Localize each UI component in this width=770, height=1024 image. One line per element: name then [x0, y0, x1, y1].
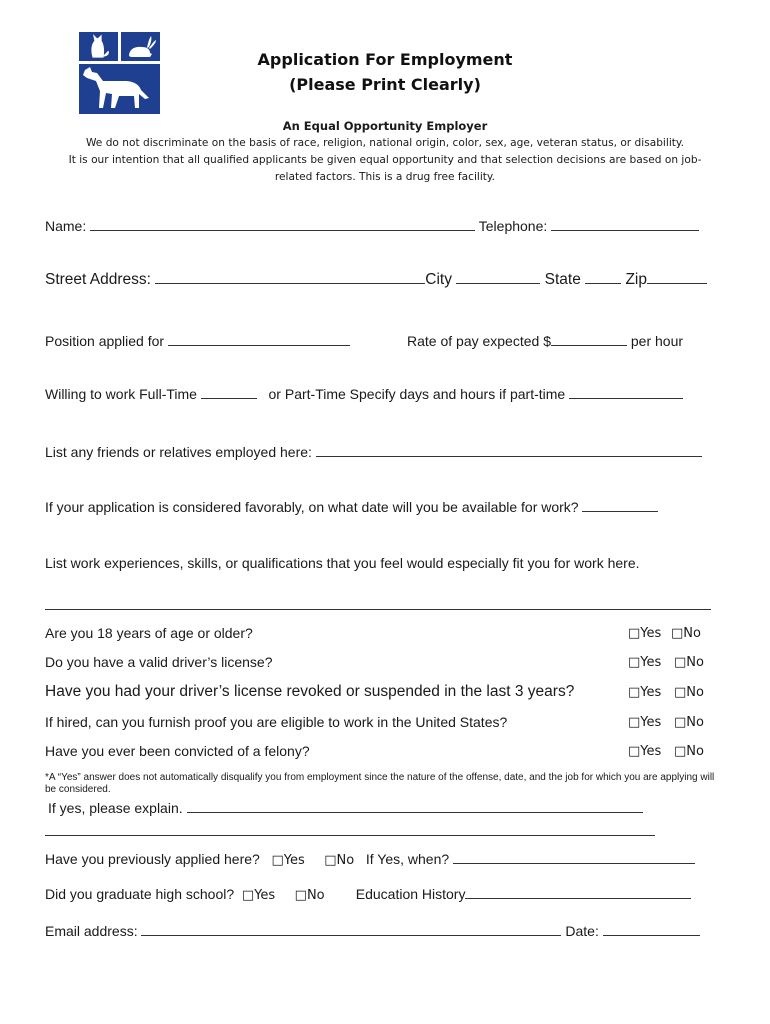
part-time-field[interactable]: [569, 386, 683, 399]
revoked-no-checkbox[interactable]: □No: [674, 685, 704, 700]
street-field[interactable]: [155, 271, 425, 284]
explain-field-line-2[interactable]: [45, 835, 655, 836]
per-hour-label: per hour: [630, 333, 684, 349]
education-history-field[interactable]: [465, 886, 691, 899]
experience-label: List work experiences, skills, or qualifications that you feel would especially fit you for work here.: [45, 555, 640, 571]
graduate-yes-checkbox[interactable]: □Yes: [241, 888, 276, 903]
revoked-yes-checkbox[interactable]: □Yes: [628, 685, 662, 700]
applied-no-checkbox[interactable]: □No: [324, 853, 355, 868]
eligible-no-checkbox[interactable]: □No: [674, 715, 704, 730]
name-field[interactable]: [90, 218, 475, 231]
email-field[interactable]: [141, 923, 561, 936]
telephone-field[interactable]: [551, 218, 699, 231]
logo: [79, 32, 160, 114]
rate-row: [407, 333, 683, 349]
age-yes-checkbox[interactable]: □Yes: [628, 626, 662, 641]
email-label: Email address:: [45, 923, 138, 939]
experience-field[interactable]: [45, 609, 711, 610]
felony-note: *A “Yes” answer does not automatically disqualify you from employment since the nature of the offense, date, and the job for which you are applying will be considered.: [45, 772, 715, 795]
question-revoked: Have you had your driver’s license revoked or suspended in the last 3 years?: [45, 683, 575, 700]
applied-when-field[interactable]: [453, 851, 695, 864]
city-field[interactable]: [456, 271, 540, 284]
felony-no-checkbox[interactable]: □No: [674, 744, 704, 759]
name-row: [45, 218, 699, 234]
friends-field[interactable]: [316, 444, 702, 457]
applied-when-label: If Yes, when?: [365, 851, 450, 867]
available-label: If your application is considered favorably, on what date will you be available for work?: [45, 499, 579, 515]
full-time-label: Willing to work Full-Time: [45, 386, 197, 402]
license-no-checkbox[interactable]: □No: [674, 655, 704, 670]
graduate-label: Did you graduate high school?: [45, 886, 235, 902]
friends-row: [45, 444, 702, 460]
disclaimer-line-3: related factors. This is a drug free facility.: [274, 171, 496, 183]
date-label: Date:: [565, 923, 599, 939]
explain-field[interactable]: [187, 800, 643, 813]
friends-label: List any friends or relatives employed here:: [45, 444, 312, 460]
available-field[interactable]: [582, 499, 658, 512]
availability-row: [45, 386, 683, 402]
position-field[interactable]: [168, 333, 350, 346]
full-time-field[interactable]: [201, 386, 257, 399]
explain-label: If yes, please explain.: [48, 800, 183, 816]
email-row: [45, 923, 700, 939]
address-row: [45, 271, 707, 289]
disclaimer-line-2: It is our intention that all qualified applicants be given equal opportunity and that selection decisions are based on job-: [68, 154, 702, 166]
rate-label: Rate of pay expected $: [407, 333, 551, 349]
form-subtitle: (Please Print Clearly): [289, 75, 481, 94]
zip-label: Zip: [625, 271, 647, 288]
street-label: Street Address:: [45, 271, 151, 288]
education-history-label: Education History: [355, 886, 466, 902]
applied-yes-checkbox[interactable]: □Yes: [271, 853, 305, 868]
state-label: State: [544, 271, 581, 288]
zip-field[interactable]: [647, 271, 707, 284]
position-label: Position applied for: [45, 333, 165, 349]
disclaimer-line-1: We do not discriminate on the basis of race, religion, national origin, color, sex, age, veteran status, or disability.: [85, 137, 685, 149]
age-no-checkbox[interactable]: □No: [671, 626, 701, 641]
date-field[interactable]: [603, 923, 700, 936]
graduate-row: [45, 886, 691, 903]
question-license: Do you have a valid driver’s license?: [45, 654, 273, 670]
rate-field[interactable]: [551, 333, 627, 346]
form-title: Application For Employment: [257, 50, 513, 69]
felony-yes-checkbox[interactable]: □Yes: [628, 744, 662, 759]
license-yes-checkbox[interactable]: □Yes: [628, 655, 662, 670]
applied-label: Have you previously applied here?: [45, 851, 260, 867]
city-label: City: [425, 271, 452, 288]
question-age: Are you 18 years of age or older?: [45, 625, 253, 641]
question-eligible: If hired, can you furnish proof you are eligible to work in the United States?: [45, 714, 508, 730]
available-row: [45, 499, 658, 515]
explain-row: [48, 800, 643, 816]
part-time-label: or Part-Time Specify days and hours if part-time: [268, 386, 566, 402]
eligible-yes-checkbox[interactable]: □Yes: [628, 715, 662, 730]
position-row: [45, 333, 350, 349]
question-felony: Have you ever been convicted of a felony?: [45, 743, 310, 759]
state-field[interactable]: [585, 271, 621, 284]
telephone-label: Telephone:: [478, 218, 548, 234]
eoe-heading: An Equal Opportunity Employer: [282, 119, 488, 133]
graduate-no-checkbox[interactable]: □No: [294, 888, 325, 903]
applied-row: [45, 851, 695, 868]
name-label: Name:: [45, 218, 87, 234]
